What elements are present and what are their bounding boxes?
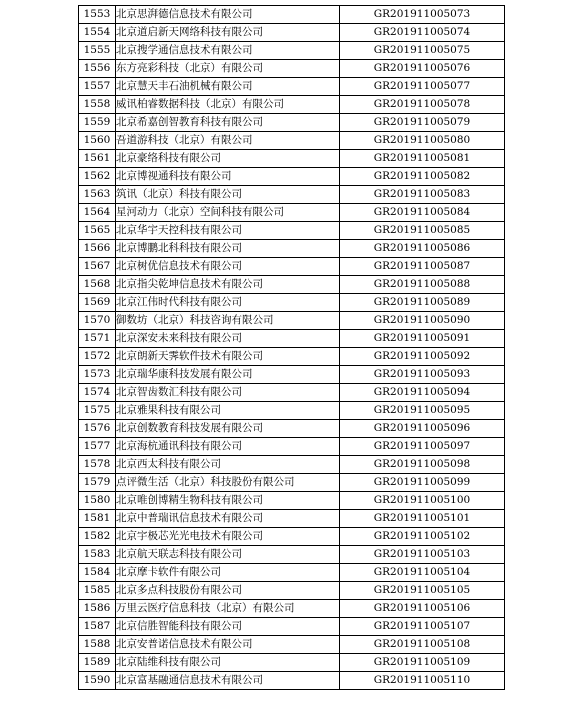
- table-row: [79, 474, 505, 492]
- table-row: [79, 330, 505, 348]
- row-number-cell: 1575: [79, 402, 116, 420]
- certificate-number-cell: GR201911005088: [340, 276, 505, 294]
- table-row: [79, 96, 505, 114]
- certificate-number-cell: GR201911005101: [340, 510, 505, 528]
- company-name-cell: 北京希嘉创智教育科技有限公司: [116, 114, 340, 132]
- certificate-number-cell: GR201911005093: [340, 366, 505, 384]
- certificate-number-cell: GR201911005103: [340, 546, 505, 564]
- table-row: [79, 582, 505, 600]
- table-row: [79, 186, 505, 204]
- company-name-cell: 北京瑞华康科技发展有限公司: [116, 366, 340, 384]
- certificate-number-cell: GR201911005076: [340, 60, 505, 78]
- table-row: [79, 672, 505, 690]
- certificate-table: [78, 5, 505, 690]
- row-number-cell: 1563: [79, 186, 116, 204]
- row-number-cell: 1586: [79, 600, 116, 618]
- table-row: [79, 402, 505, 420]
- company-name-cell: 御数坊（北京）科技咨询有限公司: [116, 312, 340, 330]
- company-name-cell: 北京道启新天网络科技有限公司: [116, 24, 340, 42]
- table-row: [79, 384, 505, 402]
- table-row: [79, 42, 505, 60]
- certificate-number-cell: GR201911005087: [340, 258, 505, 276]
- row-number-cell: 1565: [79, 222, 116, 240]
- table-row: [79, 240, 505, 258]
- certificate-number-cell: GR201911005073: [340, 6, 505, 24]
- certificate-number-cell: GR201911005082: [340, 168, 505, 186]
- row-number-cell: 1560: [79, 132, 116, 150]
- company-name-cell: 北京智齿数汇科技有限公司: [116, 384, 340, 402]
- certificate-number-cell: GR201911005084: [340, 204, 505, 222]
- row-number-cell: 1588: [79, 636, 116, 654]
- table-row: [79, 528, 505, 546]
- row-number-cell: 1571: [79, 330, 116, 348]
- row-number-cell: 1574: [79, 384, 116, 402]
- certificate-number-cell: GR201911005104: [340, 564, 505, 582]
- table-row: [79, 6, 505, 24]
- row-number-cell: 1562: [79, 168, 116, 186]
- company-name-cell: 北京唯创博精生物科技有限公司: [116, 492, 340, 510]
- certificate-number-cell: GR201911005096: [340, 420, 505, 438]
- table-row: [79, 294, 505, 312]
- company-name-cell: 北京海杭通讯科技有限公司: [116, 438, 340, 456]
- company-name-cell: 点评微生活（北京）科技股份有限公司: [116, 474, 340, 492]
- table-row: [79, 636, 505, 654]
- table-row: [79, 312, 505, 330]
- table-row: [79, 168, 505, 186]
- certificate-number-cell: GR201911005107: [340, 618, 505, 636]
- certificate-number-cell: GR201911005077: [340, 78, 505, 96]
- company-name-cell: 吾道游科技（北京）有限公司: [116, 132, 340, 150]
- table-row: [79, 564, 505, 582]
- row-number-cell: 1578: [79, 456, 116, 474]
- certificate-number-cell: GR201911005092: [340, 348, 505, 366]
- table-row: [79, 366, 505, 384]
- company-name-cell: 北京博鹏北科科技有限公司: [116, 240, 340, 258]
- row-number-cell: 1567: [79, 258, 116, 276]
- table-row: [79, 114, 505, 132]
- row-number-cell: 1584: [79, 564, 116, 582]
- company-name-cell: 威讯柏睿数据科技（北京）有限公司: [116, 96, 340, 114]
- certificate-number-cell: GR201911005091: [340, 330, 505, 348]
- company-name-cell: 北京树优信息技术有限公司: [116, 258, 340, 276]
- certificate-number-cell: GR201911005086: [340, 240, 505, 258]
- certificate-number-cell: GR201911005099: [340, 474, 505, 492]
- certificate-number-cell: GR201911005098: [340, 456, 505, 474]
- certificate-number-cell: GR201911005081: [340, 150, 505, 168]
- row-number-cell: 1572: [79, 348, 116, 366]
- table-row: [79, 24, 505, 42]
- table-row: [79, 222, 505, 240]
- certificate-number-cell: GR201911005074: [340, 24, 505, 42]
- company-name-cell: 北京搜学通信息技术有限公司: [116, 42, 340, 60]
- table-row: [79, 78, 505, 96]
- table-row: [79, 60, 505, 78]
- row-number-cell: 1558: [79, 96, 116, 114]
- row-number-cell: 1573: [79, 366, 116, 384]
- row-number-cell: 1569: [79, 294, 116, 312]
- row-number-cell: 1559: [79, 114, 116, 132]
- certificate-number-cell: GR201911005089: [340, 294, 505, 312]
- company-name-cell: 北京信胜智能科技有限公司: [116, 618, 340, 636]
- company-name-cell: 北京富基融通信息技术有限公司: [116, 672, 340, 690]
- certificate-number-cell: GR201911005083: [340, 186, 505, 204]
- table-row: [79, 618, 505, 636]
- company-name-cell: 北京豪络科技有限公司: [116, 150, 340, 168]
- company-name-cell: 北京宇极芯光光电技术有限公司: [116, 528, 340, 546]
- row-number-cell: 1564: [79, 204, 116, 222]
- row-number-cell: 1576: [79, 420, 116, 438]
- company-name-cell: 北京深安未来科技有限公司: [116, 330, 340, 348]
- company-name-cell: 北京陆维科技有限公司: [116, 654, 340, 672]
- row-number-cell: 1585: [79, 582, 116, 600]
- company-name-cell: 星河动力（北京）空间科技有限公司: [116, 204, 340, 222]
- company-name-cell: 北京中普瑞讯信息技术有限公司: [116, 510, 340, 528]
- table-row: [79, 438, 505, 456]
- company-name-cell: 北京航天联志科技有限公司: [116, 546, 340, 564]
- company-name-cell: 北京江伟时代科技有限公司: [116, 294, 340, 312]
- row-number-cell: 1587: [79, 618, 116, 636]
- row-number-cell: 1580: [79, 492, 116, 510]
- table-row: [79, 132, 505, 150]
- company-name-cell: 筑讯（北京）科技有限公司: [116, 186, 340, 204]
- table-row: [79, 546, 505, 564]
- table-row: [79, 654, 505, 672]
- row-number-cell: 1582: [79, 528, 116, 546]
- certificate-number-cell: GR201911005110: [340, 672, 505, 690]
- company-name-cell: 北京多点科技股份有限公司: [116, 582, 340, 600]
- table-row: [79, 456, 505, 474]
- certificate-number-cell: GR201911005100: [340, 492, 505, 510]
- company-name-cell: 北京摩卡软件有限公司: [116, 564, 340, 582]
- table-row: [79, 420, 505, 438]
- row-number-cell: 1590: [79, 672, 116, 690]
- table-body: [79, 6, 505, 690]
- certificate-number-cell: GR201911005080: [340, 132, 505, 150]
- row-number-cell: 1589: [79, 654, 116, 672]
- company-name-cell: 北京雅果科技有限公司: [116, 402, 340, 420]
- row-number-cell: 1568: [79, 276, 116, 294]
- company-name-cell: 东方亮彩科技（北京）有限公司: [116, 60, 340, 78]
- certificate-number-cell: GR201911005075: [340, 42, 505, 60]
- table-row: [79, 150, 505, 168]
- company-name-cell: 北京指尖乾坤信息技术有限公司: [116, 276, 340, 294]
- certificate-number-cell: GR201911005097: [340, 438, 505, 456]
- row-number-cell: 1553: [79, 6, 116, 24]
- certificate-number-cell: GR201911005108: [340, 636, 505, 654]
- certificate-number-cell: GR201911005095: [340, 402, 505, 420]
- certificate-number-cell: GR201911005078: [340, 96, 505, 114]
- row-number-cell: 1554: [79, 24, 116, 42]
- certificate-number-cell: GR201911005109: [340, 654, 505, 672]
- company-name-cell: 北京创数教育科技发展有限公司: [116, 420, 340, 438]
- certificate-number-cell: GR201911005085: [340, 222, 505, 240]
- row-number-cell: 1579: [79, 474, 116, 492]
- company-name-cell: 北京西太科技有限公司: [116, 456, 340, 474]
- certificate-number-cell: GR201911005094: [340, 384, 505, 402]
- row-number-cell: 1555: [79, 42, 116, 60]
- certificate-number-cell: GR201911005105: [340, 582, 505, 600]
- table-row: [79, 276, 505, 294]
- company-name-cell: 北京华宇天控科技有限公司: [116, 222, 340, 240]
- company-name-cell: 北京慧天丰石油机械有限公司: [116, 78, 340, 96]
- company-name-cell: 北京博视通科技有限公司: [116, 168, 340, 186]
- row-number-cell: 1570: [79, 312, 116, 330]
- row-number-cell: 1561: [79, 150, 116, 168]
- row-number-cell: 1557: [79, 78, 116, 96]
- row-number-cell: 1583: [79, 546, 116, 564]
- row-number-cell: 1566: [79, 240, 116, 258]
- certificate-number-cell: GR201911005079: [340, 114, 505, 132]
- table-row: [79, 258, 505, 276]
- certificate-number-cell: GR201911005090: [340, 312, 505, 330]
- company-name-cell: 北京思湃德信息技术有限公司: [116, 6, 340, 24]
- company-name-cell: 北京安普诺信息技术有限公司: [116, 636, 340, 654]
- row-number-cell: 1577: [79, 438, 116, 456]
- certificate-number-cell: GR201911005106: [340, 600, 505, 618]
- company-name-cell: 万里云医疗信息科技（北京）有限公司: [116, 600, 340, 618]
- table-row: [79, 600, 505, 618]
- company-name-cell: 北京朗新天霁软件技术有限公司: [116, 348, 340, 366]
- table-row: [79, 204, 505, 222]
- table-row: [79, 348, 505, 366]
- row-number-cell: 1556: [79, 60, 116, 78]
- row-number-cell: 1581: [79, 510, 116, 528]
- table-row: [79, 492, 505, 510]
- certificate-number-cell: GR201911005102: [340, 528, 505, 546]
- table-row: [79, 510, 505, 528]
